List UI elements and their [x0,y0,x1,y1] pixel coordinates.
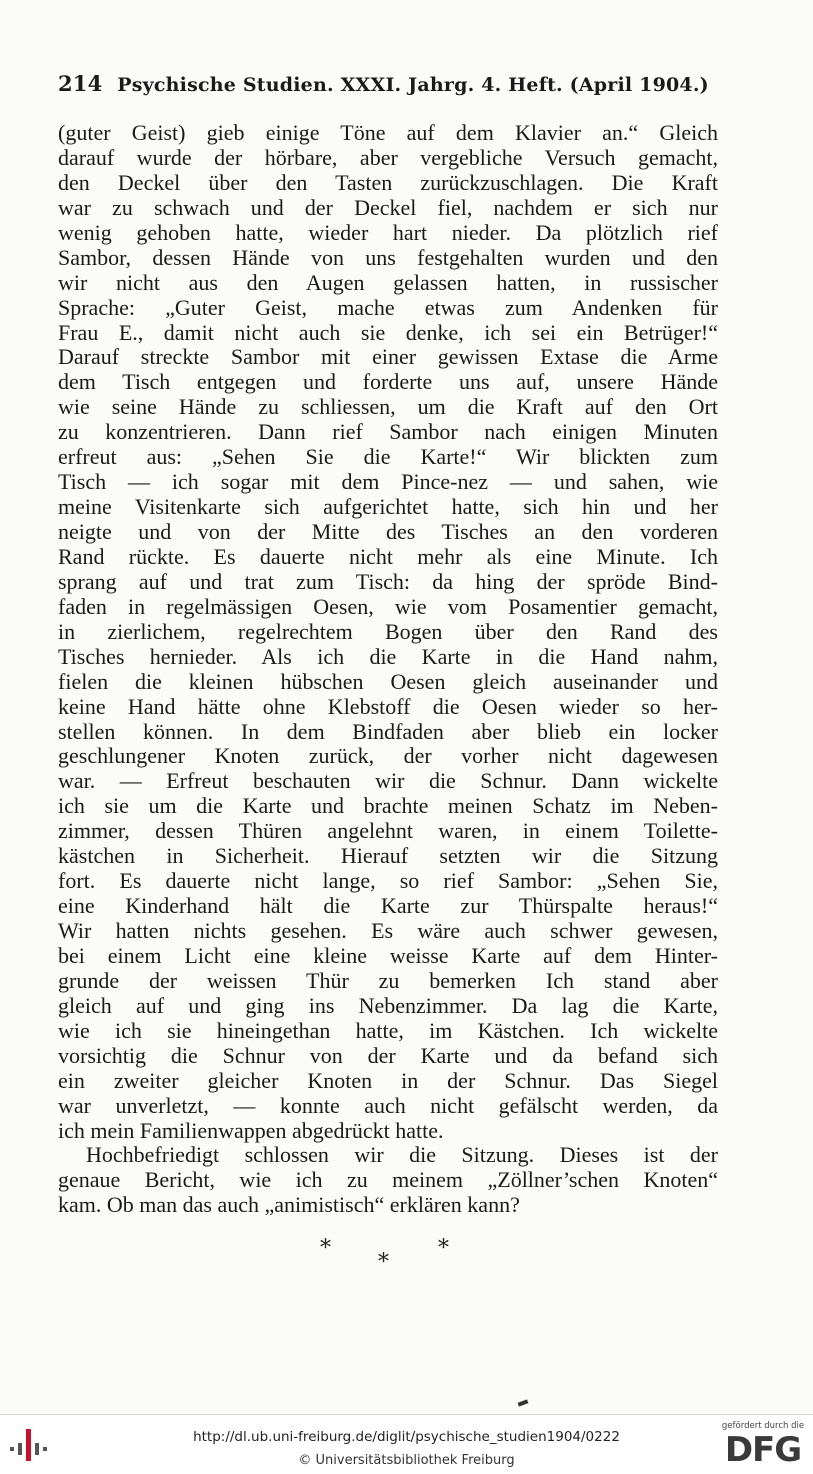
text-line: meine Visitenkarte sich aufgerichtet hatte, sich hin und her [58,494,718,520]
text-line: fort. Es dauerte nicht lange, so rief Sambor: „Sehen Sie, [58,868,718,894]
separator-star: * [378,1250,389,1275]
ink-mark [518,1399,529,1406]
text-line: war unverletzt, — konnte auch nicht gefälscht werden, da [58,1092,718,1118]
text-line: Rand rückte. Es dauerte nicht mehr als eine Minute. Ich [58,543,718,569]
text-line: war. — Erfreut beschauten wir die Schnur. Dann wickelte [58,768,718,794]
text-line: ich sie um die Karte und brachte meinen Schatz im Neben- [58,793,718,819]
text-line: war zu schwach und der Deckel fiel, nachdem er sich nur [58,194,718,220]
text-line: ich mein Familienwappen abgedrückt hatte. [58,1117,444,1143]
text-line: in zierlichem, regelrechtem Bogen über den Rand des [58,618,718,644]
text-line: ein zweiter gleicher Knoten in der Schnur. Das Siegel [58,1067,718,1093]
text-line: Sambor, dessen Hände von uns festgehalten wurden und den [58,244,718,270]
page-header [58,71,758,96]
text-line: Sprache: „Guter Geist, mache etwas zum Andenken für [58,294,718,320]
text-line: faden in regelmässigen Oesen, wie vom Posamentier gemacht, [58,593,718,619]
text-line: wenig gehoben hatte, wieder hart nieder. Da plötzlich rief [58,219,718,245]
text-line: zimmer, dessen Thüren angelehnt waren, in einem Toilette- [58,818,718,844]
text-line: Darauf streckte Sambor mit einer gewissen Extase die Arme [58,344,718,370]
separator-star: * [320,1236,331,1261]
text-line: grunde der weissen Thür zu bemerken Ich stand aber [58,967,718,993]
sponsor-note: gefördert durch die [721,1421,805,1431]
text-line: wir nicht aus den Augen gelassen hatten, in russischer [58,269,718,295]
dfg-logo-icon: DFG [724,1430,802,1470]
text-line: geschlungener Knoten zurück, der vorher nicht dagewesen [58,743,718,769]
text-line: Wir hatten nichts gesehen. Es wäre auch schwer gewesen, [58,918,718,943]
body-text [58,121,718,1218]
text-line: kästchen in Sicherheit. Hierauf setzten wir die Sitzung [58,843,718,869]
text-line: erfreut aus: „Sehen Sie die Karte!“ Wir blickten zum [58,444,718,470]
text-line: dem Tisch entgegen und forderte uns auf, unsere Hände [58,369,718,395]
separator-star: * [438,1236,449,1261]
text-line: wie ich sie hineingethan hatte, im Kästchen. Ich wickelte [58,1017,718,1043]
running-title: Psychische Studien. XXXI. Jahrg. 4. Heft. (April 1904.) [117,74,709,96]
text-line: vorsichtig die Schnur von der Karte und da befand sich [58,1042,718,1068]
text-line: fielen die kleinen hübschen Oesen gleich auseinander und [58,668,718,694]
text-line: keine Hand hätte ohne Klebstoff die Oesen wieder so her- [58,693,718,719]
copyright-text: © Universitätsbibliothek Freiburg [298,1453,515,1468]
text-line: Tisch — ich sogar mit dem Pince-nez — und sahen, wie [58,469,718,495]
text-line: Tisches hernieder. Als ich die Karte in die Hand nahm, [58,643,718,669]
text-line: (guter Geist) gieb einige Töne auf dem Klavier an.“ Gleich [58,120,718,145]
viewer-footer [0,1414,813,1474]
permalink-url[interactable]: http://dl.ub.uni-freiburg.de/diglit/psychische_studien1904/0222 [193,1429,620,1445]
text-line: wie seine Hände zu schliessen, um die Kraft auf den Ort [58,394,718,420]
text-line: den Deckel über den Tasten zurückzuschlagen. Die Kraft [58,169,718,195]
paragraph-1 [58,121,718,1143]
text-line: bei einem Licht eine kleine weisse Karte auf dem Hinter- [58,942,718,968]
text-line: eine Kinderhand hält die Karte zur Thürspalte heraus!“ [58,893,718,919]
dfg-logo [718,1421,808,1471]
text-line: gleich auf und ging ins Nebenzimmer. Da lag die Karte, [58,992,718,1018]
text-line: darauf wurde der hörbare, aber vergebliche Versuch gemacht, [58,144,718,170]
text-line: sprang auf und trat zum Tisch: da hing der spröde Bind- [58,568,718,594]
text-line: genaue Bericht, wie ich zu meinem „Zöllner’schen Knoten“ [58,1167,718,1193]
page-number: 214 [58,71,103,96]
text-line: neigte und von der Mitte des Tisches an den vorderen [58,519,718,544]
paragraph-2 [58,1143,718,1218]
text-line: zu konzentrieren. Dann rief Sambor nach einigen Minuten [58,419,718,445]
text-line: kam. Ob man das auch „animistisch“ erklären kann? [58,1192,520,1218]
text-line: Hochbefriedigt schlossen wir die Sitzung. Dieses ist der [86,1142,718,1168]
text-line: stellen können. In dem Bindfaden aber blieb ein locker [58,718,718,744]
text-line: Frau E., damit nicht auch sie denke, ich sei ein Betrüger!“ [58,319,718,345]
